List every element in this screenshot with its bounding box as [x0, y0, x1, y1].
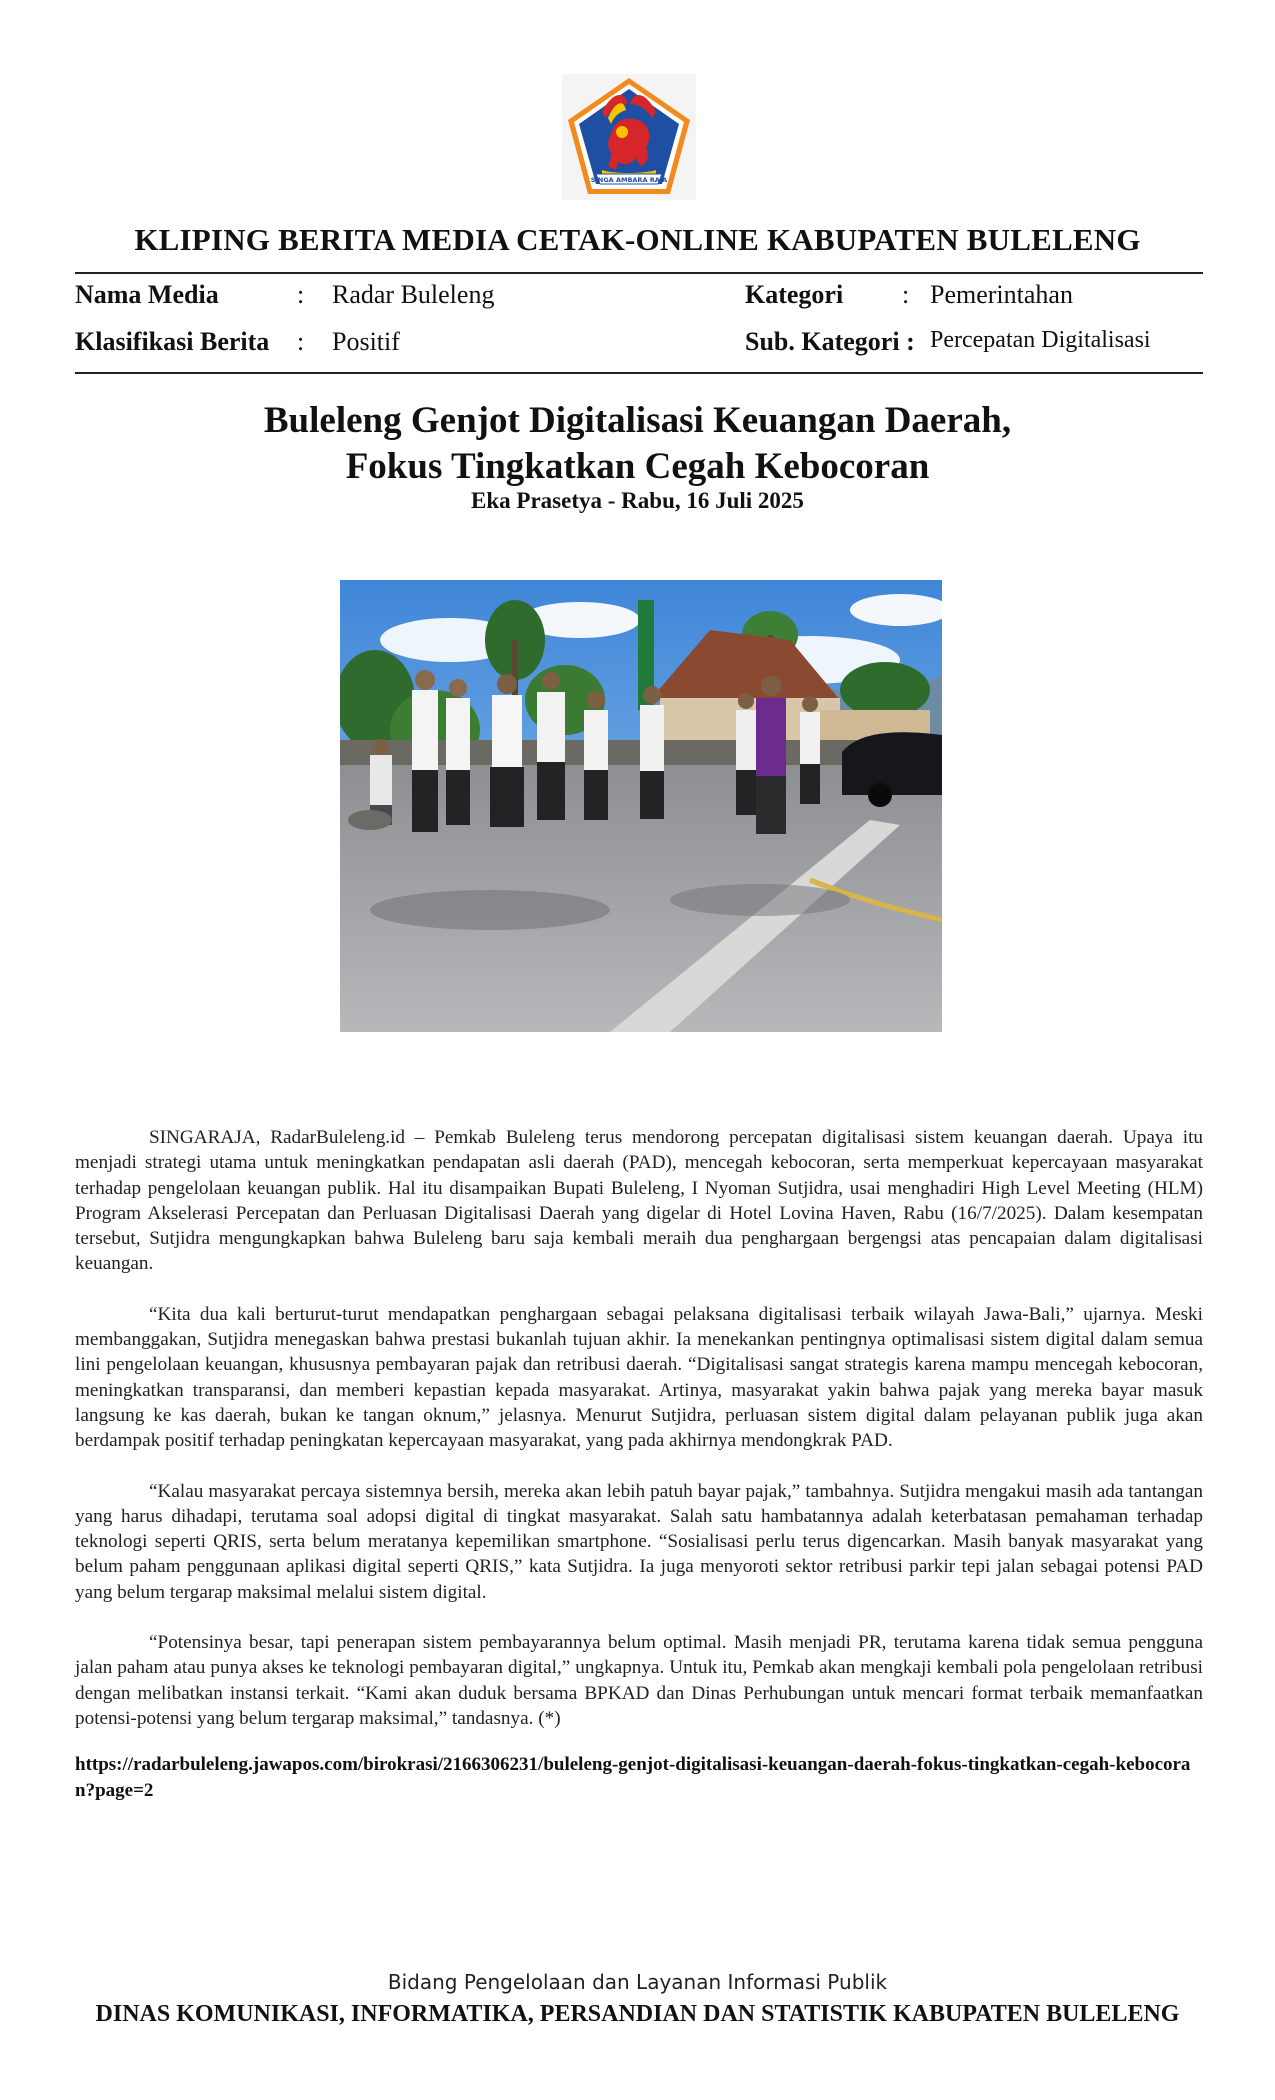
kategori-value: Pemerintahan — [930, 280, 1073, 309]
regency-crest-logo — [562, 74, 696, 200]
article-title-line1: Buleleng Genjot Digitalisasi Keuangan Daerah, — [263, 400, 1012, 441]
kategori-label: Kategori — [745, 280, 844, 309]
article-paragraph-3: “Kalau masyarakat percaya sistemnya bersih, mereka akan lebih patuh bayar pajak,” tambahnya. Sutjidra mengakui masih ada tantangan yang harus dihadapi, terutama soal adopsi digital di tingkat masyarakat. Salah satu hambatannya adalah keterbatasan pemahaman terhadap teknologi seperti QRIS, serta belum meratanya kepemilikan smartphone. “Sosialisasi perlu terus digencarkan. Masih banyak masyarakat yang belum paham penggunaan aplikasi digital seperti QRIS,” kata Sutjidra. Ia juga menyoroti sektor retribusi parkir tepi jalan sebagai potensi PAD yang belum tergarap maksimal melalui sistem digital. — [75, 1480, 1203, 1603]
header-divider-top — [75, 272, 1203, 274]
crest-motto: SINGA AMBARA RAJA — [590, 176, 668, 184]
footer-agency: DINAS KOMUNIKASI, INFORMATIKA, PERSANDIAN DAN STATISTIK KABUPATEN BULELENG — [95, 2001, 1180, 2027]
clipping-header-title: KLIPING BERITA MEDIA CETAK-ONLINE KABUPATEN BULELENG — [134, 222, 1141, 257]
subkategori-value: Percepatan Digitalisasi — [930, 327, 1151, 353]
article-paragraph-2: “Kita dua kali berturut-turut mendapatkan penghargaan sebagai pelaksana digitalisasi terbaik wilayah Jawa-Bali,” ujarnya. Meski membanggakan, Sutjidra menegaskan bahwa prestasi bukanlah tujuan akhir. Ia menekankan pentingnya optimalisasi sistem digital dalam semua lini pengelolaan keuangan, khususnya pembayaran pajak dan retribusi daerah. “Digitalisasi sangat strategis karena mampu mencegah kebocoran, meningkatkan transparansi, dan memberi kepastian kepada masyarakat. Artinya, masyarakat yakin bahwa pajak yang mereka bayar masuk langsung ke kas daerah, bukan ke tangan oknum,” jelasnya. Menurut Sutjidra, perluasan sistem digital dalam pelayanan publik juga akan berdampak positif terhadap peningkatan kepercayaan masyarakat, yang pada akhirnya mendongkrak PAD. — [75, 1303, 1203, 1452]
article-paragraph-1: SINGARAJA, RadarBuleleng.id – Pemkab Buleleng terus mendorong percepatan digitalisasi sistem keuangan daerah. Upaya itu menjadi strategi utama untuk meningkatkan pendapatan asli daerah (PAD), mencegah kebocoran, serta memperkuat kepercayaan masyarakat terhadap pengelolaan keuangan publik. Hal itu disampaikan Bupati Buleleng, I Nyoman Sutjidra, usai menghadiri High Level Meeting (HLM) Program Akselerasi Percepatan dan Perluasan Digitalisasi Daerah yang digelar di Hotel Lovina Haven, Rabu (16/7/2025). Dalam kesempatan tersebut, Sutjidra mengungkapkan bahwa Buleleng baru saja kembali meraih dua penghargaan bergengsi atas pencapaian dalam digitalisasi keuangan. — [75, 1127, 1203, 1275]
footer-department: Bidang Pengelolaan dan Layanan Informasi Publik — [387, 1970, 888, 1994]
klasifikasi-value: Positif — [332, 327, 400, 356]
media-label: Nama Media — [75, 280, 219, 309]
article-paragraph-4: “Potensinya besar, tapi penerapan sistem pembayarannya belum optimal. Masih menjadi PR, terutama karena tidak semua pengguna jalan paham atau punya akses ke teknologi pembayaran digital,” ungkapnya. Untuk itu, Pemkab akan mengkaji kembali pola pengelolaan retribusi dengan melibatkan instansi terkait. “Kami akan duduk bersama BPKAD dan Dinas Perhubungan untuk mencari format terbaik memanfaatkan potensi-potensi yang belum tergarap maksimal,” tandasnya. (*) — [75, 1632, 1203, 1729]
klasifikasi-label: Klasifikasi Berita — [75, 327, 270, 356]
source-url-link[interactable]: https://radarbuleleng.jawapos.com/birokrasi/2166306231/buleleng-genjot-digitalisasi-keuangan-daerah-fokus-tingkatkan-cegah-kebocoran?page=2 — [75, 1754, 1191, 1801]
media-separator: : — [297, 280, 305, 309]
article-body — [75, 1125, 1203, 1756]
subkategori-label: Sub. Kategori : — [745, 327, 915, 356]
kategori-separator: : — [902, 280, 910, 309]
news-photo — [340, 580, 942, 1032]
article-title-line2: Fokus Tingkatkan Cegah Kebocoran — [345, 446, 930, 487]
article-byline: Eka Prasetya - Rabu, 16 Juli 2025 — [471, 488, 804, 513]
article-title — [0, 398, 1275, 490]
media-value: Radar Buleleng — [332, 280, 495, 309]
klasifikasi-separator: : — [297, 327, 305, 356]
header-divider-bottom — [75, 372, 1203, 374]
